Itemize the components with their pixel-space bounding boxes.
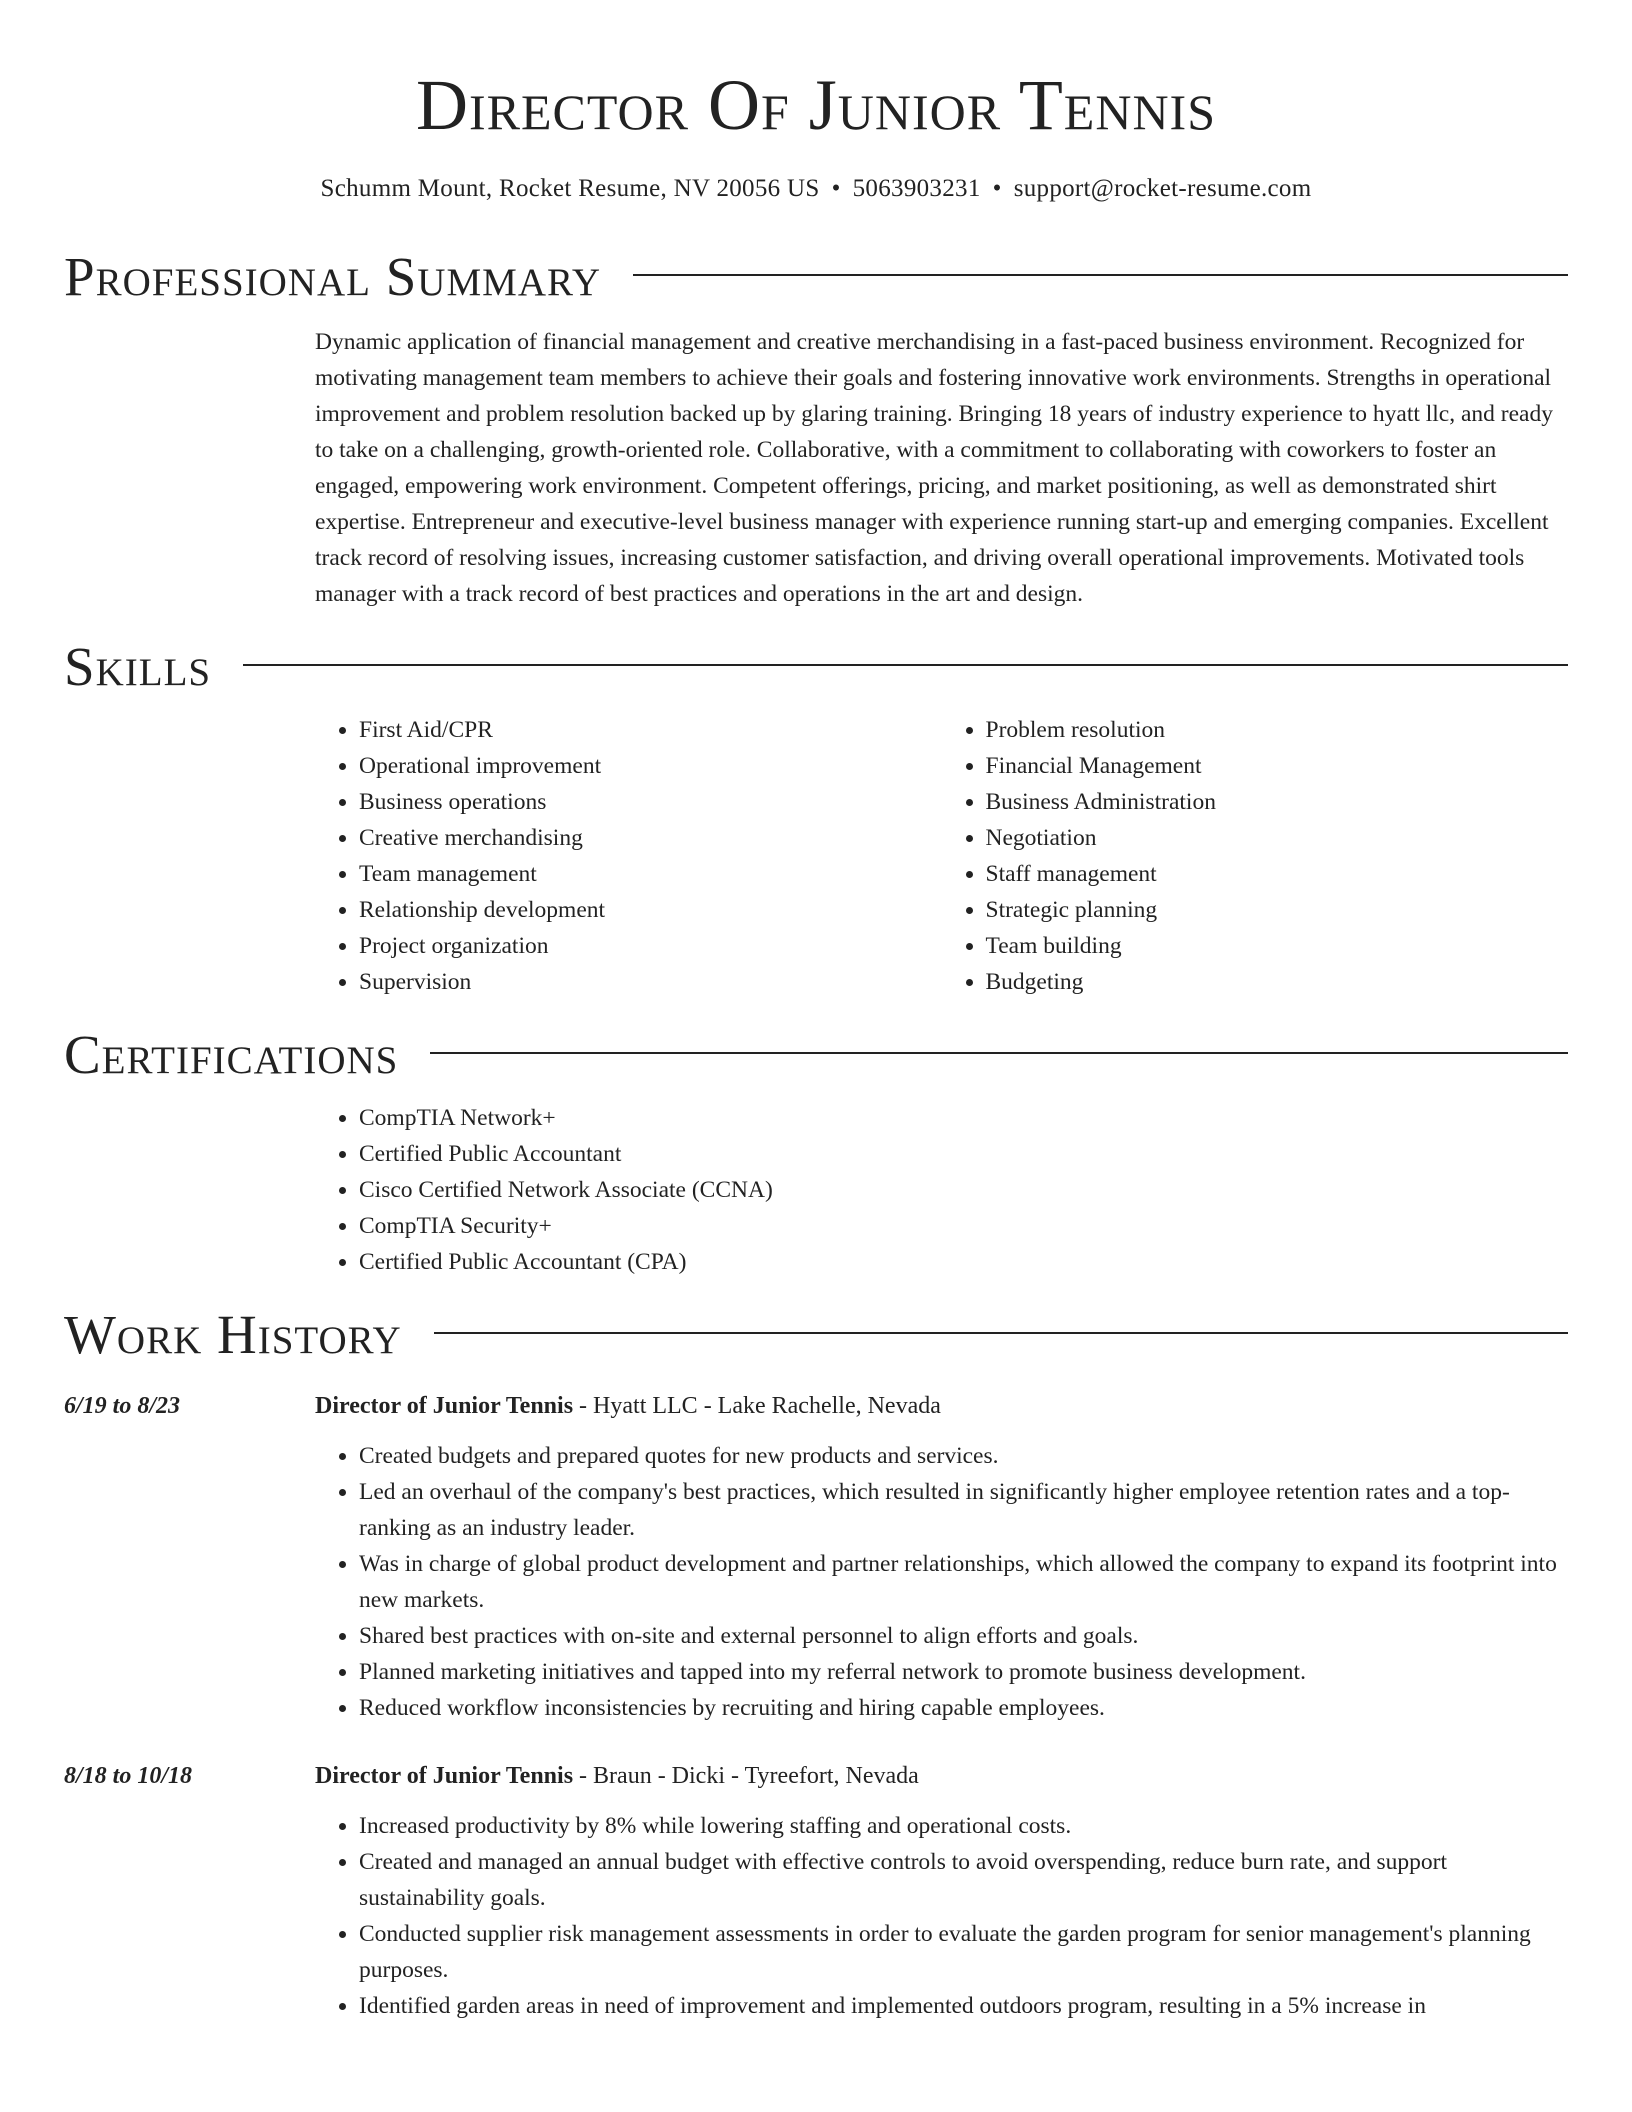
skills-section [64, 630, 1568, 1000]
resume-page [64, 0, 1568, 2024]
skill-item: • Project organization [359, 928, 942, 964]
contact-phone: 5063903231 [852, 175, 981, 202]
job-bullet: • Was in charge of global product development and partner relationships, which allowed the company to expand its footprint into new markets. [359, 1546, 1568, 1618]
contact-line [64, 172, 1568, 206]
job-role: Director of Junior Tennis [315, 1763, 574, 1789]
summary-text: Dynamic application of financial management and creative merchandising in a fast-paced business environment. Recognized for motivating management team members to achieve their goals and fostering innovative work environments. Strengths in operational improvement and problem resolution backed up by glaring training. Bringing 18 years of industry experience to hyatt llc, and ready to take on a challenging, growth-oriented role. Collaborative, with a commitment to collaborating with coworkers to foster an engaged, empowering work environment. Competent offerings, pricing, and market positioning, as well as demonstrated shirt expertise. Entrepreneur and executive-level business manager with experience running start-up and emerging companies. Excellent track record of resolving issues, increasing customer satisfaction, and driving overall operational improvements. Motivated tools manager with a track record of best practices and operations in the art and design. [315, 329, 1553, 607]
job-entry [64, 1758, 1568, 2024]
job-bullet: • Led an overhaul of the company's best practices, which resulted in significantly higher employee retention rates and a top-ranking as an industry leader. [359, 1474, 1568, 1546]
certifications-list [315, 1100, 1568, 1280]
summary-section [64, 240, 1568, 612]
job-entry [64, 1388, 1568, 1726]
certifications-title: Certifications [64, 1024, 399, 1085]
section-divider [243, 664, 1568, 666]
contact-email: support@rocket-resume.com [1013, 175, 1312, 202]
contact-address: Schumm Mount, Rocket Resume, NV 20056 US [320, 175, 820, 202]
skill-item: • First Aid/CPR [359, 712, 942, 748]
skill-item: • Creative merchandising [359, 820, 942, 856]
job-dates: 6/19 to 8/23 [64, 1393, 181, 1419]
job-role: Director of Junior Tennis [315, 1393, 574, 1419]
summary-title: Professional Summary [64, 246, 602, 307]
contact-separator: • [831, 175, 841, 202]
skill-item: • Negotiation [986, 820, 1569, 856]
section-divider [434, 1332, 1568, 1334]
contact-separator: • [992, 175, 1002, 202]
certification-item: • CompTIA Security+ [359, 1208, 1568, 1244]
skill-item: • Team building [986, 928, 1569, 964]
job-details: - Hyatt LLC - Lake Rachelle, Nevada [573, 1393, 941, 1419]
job-bullets [315, 1438, 1568, 1726]
skill-item: • Supervision [359, 964, 942, 1000]
job-bullet: • Increased productivity by 8% while lowering staffing and operational costs. [359, 1808, 1568, 1844]
skill-item: • Business Administration [986, 784, 1569, 820]
job-heading [315, 1758, 1568, 1794]
work-history-section [64, 1298, 1568, 2024]
certifications-body [315, 1100, 1568, 1280]
job-bullets [315, 1808, 1568, 2024]
skills-title: Skills [64, 636, 212, 697]
job-bullet: • Shared best practices with on-site and external personnel to align efforts and goals. [359, 1618, 1568, 1654]
certification-item: • Certified Public Accountant (CPA) [359, 1244, 1568, 1280]
certifications-section [64, 1018, 1568, 1280]
skill-item: • Relationship development [359, 892, 942, 928]
section-divider [633, 274, 1568, 276]
job-bullet: • Conducted supplier risk management assessments in order to evaluate the garden program for senior management's planning purposes. [359, 1916, 1568, 1988]
job-bullet: • Identified garden areas in need of improvement and implemented outdoors program, resulting in a 5% increase in [359, 1988, 1568, 2024]
job-bullet: • Created and managed an annual budget with effective controls to avoid overspending, reduce burn rate, and support sustainability goals. [359, 1844, 1568, 1916]
work-history-header [64, 1298, 1568, 1372]
certification-item: • Cisco Certified Network Associate (CCNA) [359, 1172, 1568, 1208]
skill-item: • Strategic planning [986, 892, 1569, 928]
job-heading [315, 1388, 1568, 1424]
job-dates: 8/18 to 10/18 [64, 1763, 193, 1789]
skill-item: • Operational improvement [359, 748, 942, 784]
job-bullet: • Created budgets and prepared quotes for new products and services. [359, 1438, 1568, 1474]
work-history-title: Work History [64, 1304, 402, 1365]
job-bullet: • Reduced workflow inconsistencies by recruiting and hiring capable employees. [359, 1690, 1568, 1726]
section-divider [430, 1052, 1568, 1054]
candidate-name: Director Of Junior Tennis [415, 65, 1217, 145]
certification-item: • CompTIA Network+ [359, 1100, 1568, 1136]
skills-list-left [315, 712, 942, 1000]
skill-item: • Team management [359, 856, 942, 892]
skill-item: • Staff management [986, 856, 1569, 892]
skill-item: • Financial Management [986, 748, 1569, 784]
summary-header [64, 240, 1568, 314]
certification-item: • Certified Public Accountant [359, 1136, 1568, 1172]
skills-grid [315, 712, 1568, 1000]
skill-item: • Business operations [359, 784, 942, 820]
skills-list-right [942, 712, 1569, 1000]
skills-header [64, 630, 1568, 704]
job-bullet: • Planned marketing initiatives and tapped into my referral network to promote business development. [359, 1654, 1568, 1690]
skill-item: • Problem resolution [986, 712, 1569, 748]
job-details: - Braun - Dicki - Tyreefort, Nevada [573, 1763, 919, 1789]
skill-item: • Budgeting [986, 964, 1569, 1000]
certifications-header [64, 1018, 1568, 1092]
